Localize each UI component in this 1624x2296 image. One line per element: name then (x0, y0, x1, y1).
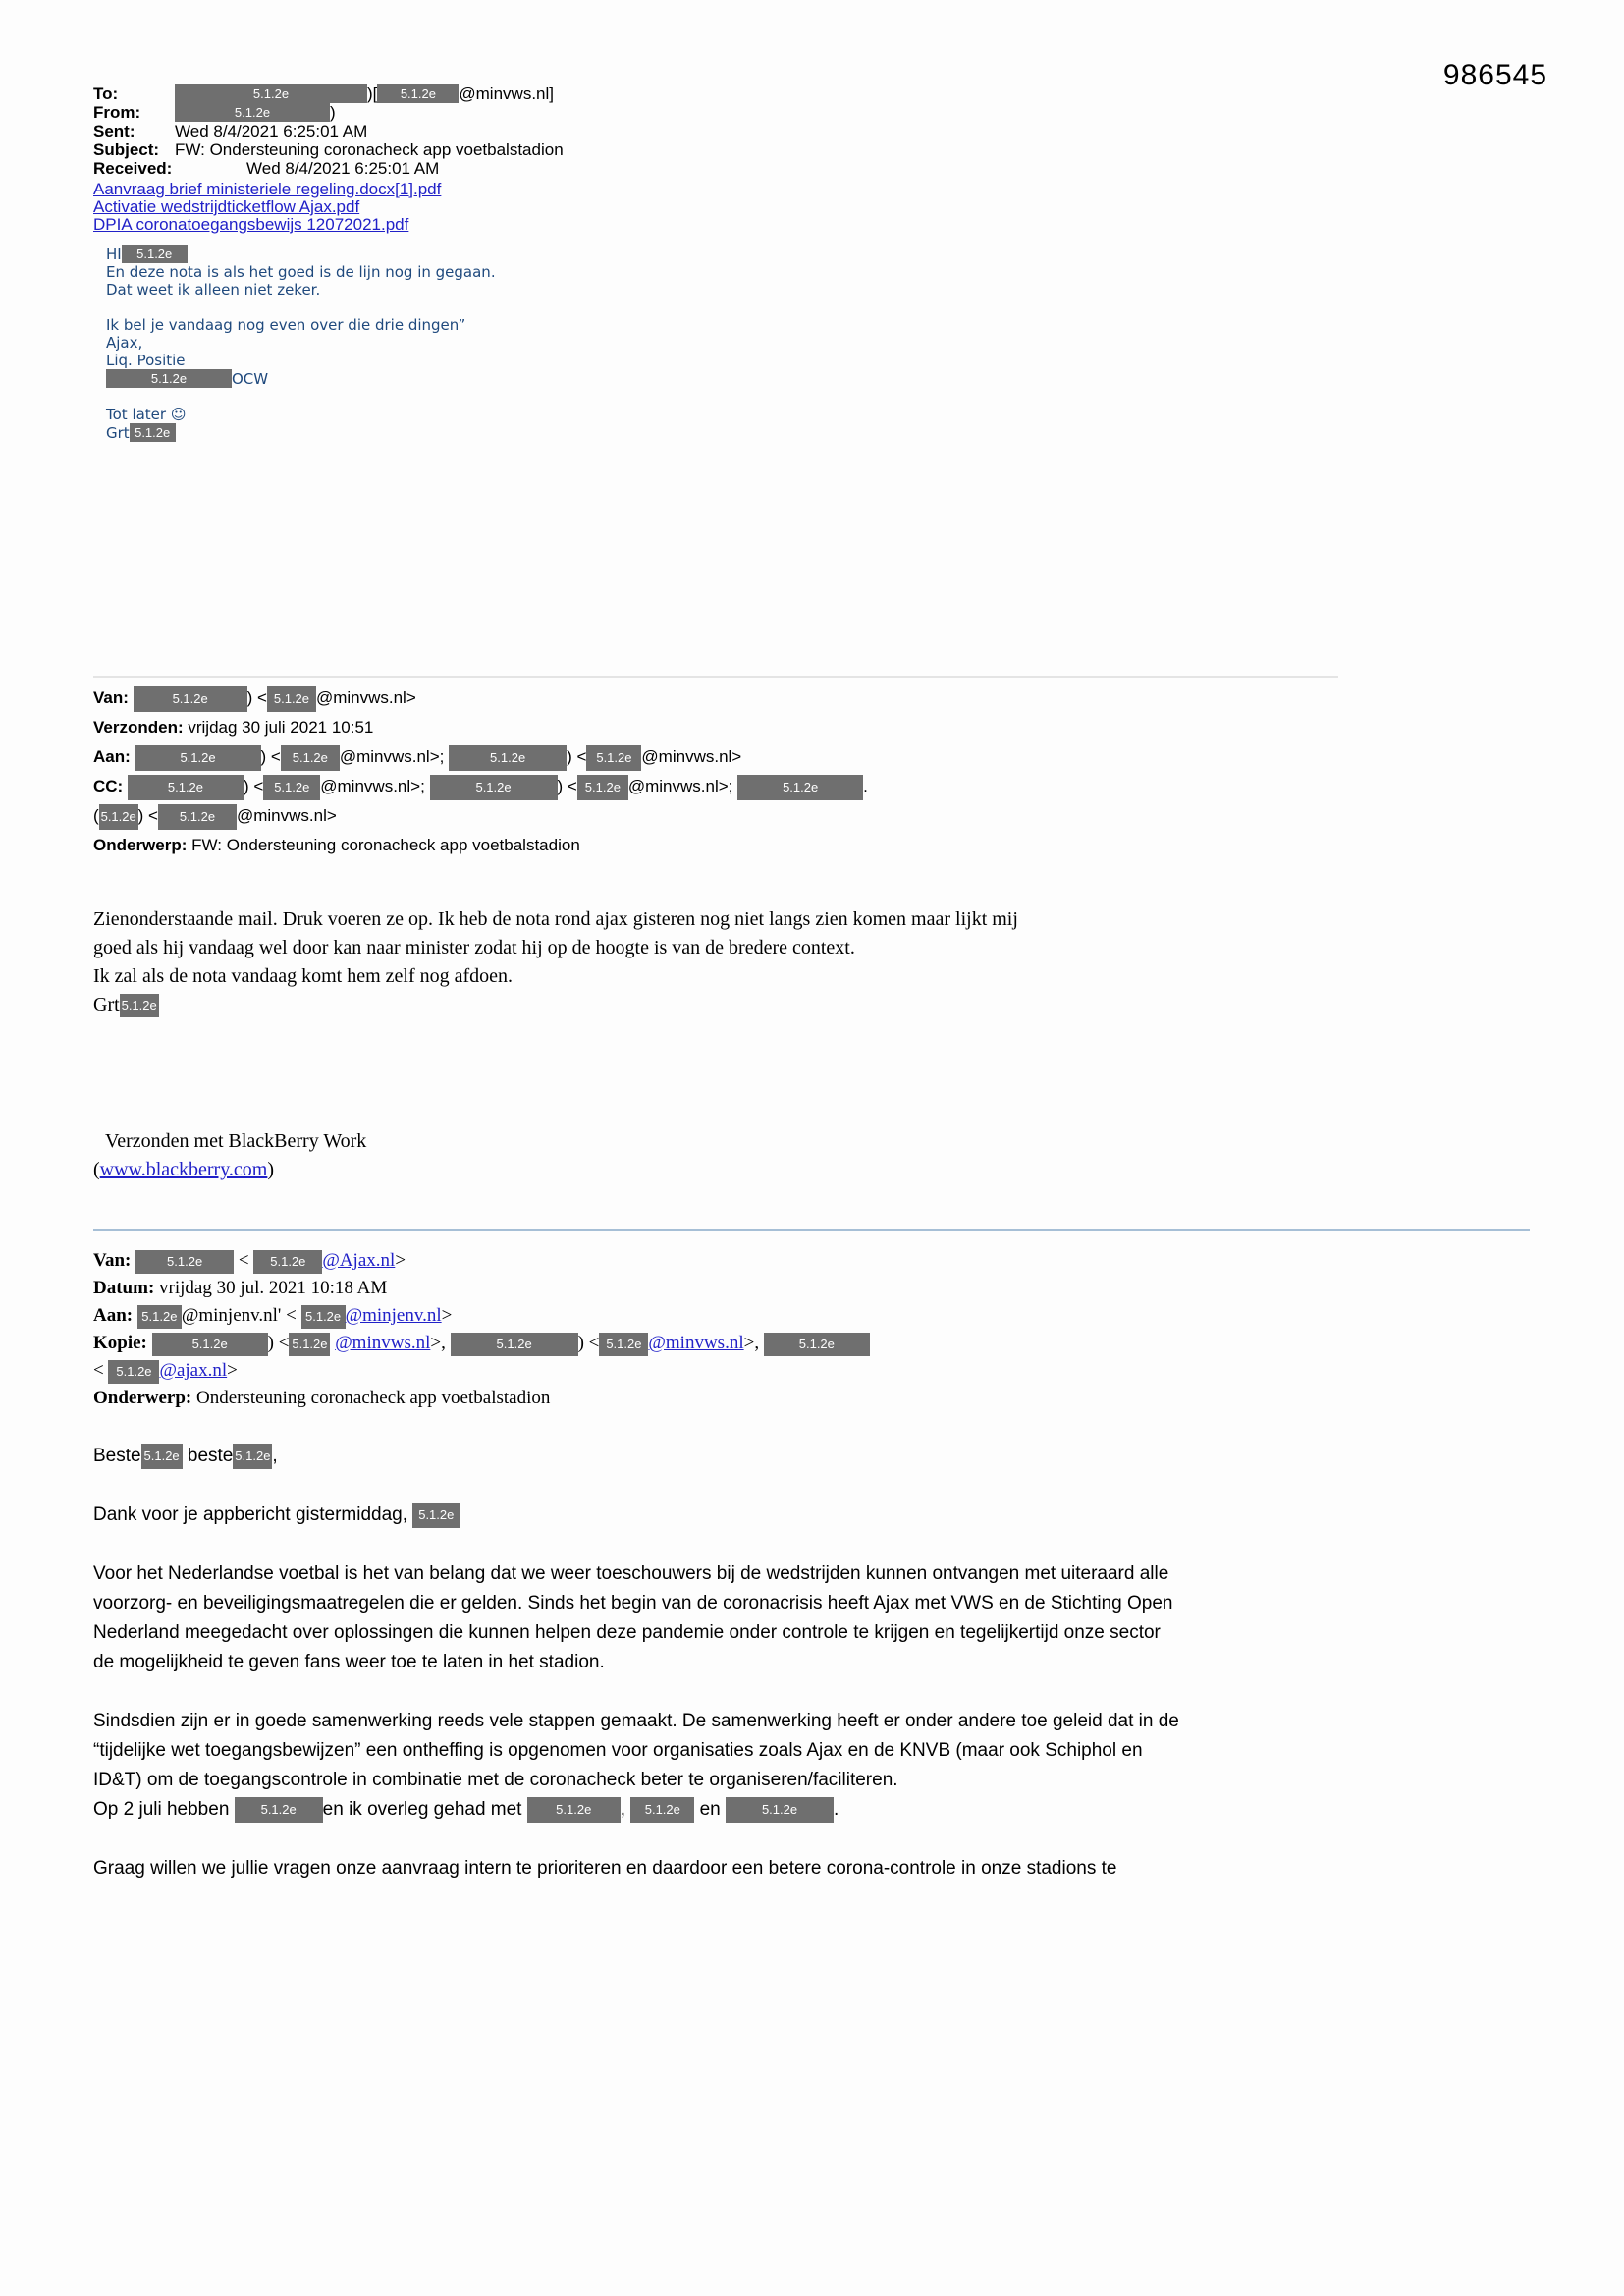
signoff-text: Grt (106, 424, 130, 442)
ocw-text: OCW (232, 370, 269, 388)
email2-body-line: Zienonderstaande mail. Druk voeren ze op. Ik heb de nota rond ajax gisteren nog niet langs zien komen maar lijkt mij (93, 908, 1018, 930)
section-divider (93, 676, 1338, 678)
email2-aan-row (93, 742, 1546, 772)
kopie-label: Kopie: (93, 1333, 147, 1353)
redaction-box: 5.1.2e (135, 745, 261, 771)
op2juli-comma: , (620, 1799, 626, 1820)
verzonden-label: Verzonden: (93, 718, 184, 737)
cc-label: CC: (93, 777, 124, 795)
redaction-box: 5.1.2e (289, 1333, 330, 1356)
op2juli-text: Op 2 juli hebben (93, 1799, 230, 1820)
blackberry-line: Verzonden met BlackBerry Work (105, 1130, 367, 1152)
kopie-address-link[interactable]: @minvws.nl (335, 1333, 431, 1353)
email1-signoff-line (106, 423, 1546, 442)
email2-onderwerp-row (93, 831, 1546, 860)
email2-cc-row (93, 772, 1546, 801)
onderwerp-value: FW: Ondersteuning coronacheck app voetbalstadion (187, 836, 580, 854)
email1-header-block (93, 84, 1546, 178)
cc2-separator: ) < (137, 806, 158, 825)
email-thread (93, 84, 1546, 1884)
email1-body-line: Ik bel je vandaag nog even over die drie dingen” (106, 316, 466, 334)
redaction-box: 5.1.2e (301, 1305, 346, 1329)
to-label: To: (93, 84, 119, 103)
kopie-separator: ) < (267, 1333, 290, 1353)
thanks-text: Dank voor je appbericht gistermiddag, (93, 1504, 408, 1525)
aan-label: Aan: (93, 747, 131, 766)
redaction-box: 5.1.2e (135, 1250, 234, 1274)
cc-domain: @minvws.nl>; (320, 777, 425, 795)
redaction-box: 5.1.2e (412, 1503, 460, 1528)
email3-paragraph-line: ID&T) om de toegangscontrole in combinatie met de coronacheck beter te organiseren/faciliteren. (93, 1770, 898, 1790)
blackberry-link-line (93, 1156, 1546, 1184)
email3-greeting-line (93, 1442, 1546, 1471)
van-separator: ) < (246, 688, 267, 707)
email2-header-block (93, 683, 1546, 860)
cc-period: . (863, 777, 868, 795)
cc-separator: ) < (557, 777, 577, 795)
cc2-domain: @minvws.nl> (236, 806, 337, 825)
received-label: Received: (93, 159, 173, 178)
email2-verzonden-row (93, 713, 1546, 742)
email3-thanks-line (93, 1501, 1546, 1530)
greeting-text: Beste (93, 1446, 141, 1466)
attachment-link[interactable]: Aanvraag brief ministeriele regeling.docx[1].pdf (93, 180, 442, 198)
blank-line (106, 299, 1546, 316)
blank-line (93, 1471, 1546, 1501)
kopie2-lt: < (93, 1360, 104, 1381)
datum-value: vrijdag 30 jul. 2021 10:18 AM (154, 1278, 388, 1298)
redaction-box: 5.1.2e (128, 775, 244, 800)
redaction-box: 5.1.2e (586, 745, 641, 771)
email1-closing-line: Tot later ☺ (106, 406, 187, 423)
attachment-list (93, 181, 1546, 234)
redaction-box: 5.1.2e (451, 1333, 578, 1356)
redaction-box: 5.1.2e (267, 686, 316, 712)
redaction-box: 5.1.2e (377, 84, 459, 103)
email1-sent-row (93, 122, 1546, 140)
subject-value: FW: Ondersteuning coronacheck app voetbalstadion (175, 140, 564, 159)
kopie2-address-link[interactable]: @ajax.nl (159, 1360, 228, 1381)
email3-op2juli-line (93, 1795, 1546, 1825)
redaction-box: 5.1.2e (449, 745, 567, 771)
redaction-box: 5.1.2e (726, 1797, 834, 1823)
attachment-link[interactable]: Activatie wedstrijdticketflow Ajax.pdf (93, 197, 360, 216)
aan-domain: @minvws.nl> (641, 747, 742, 766)
redaction-box: 5.1.2e (233, 1444, 272, 1469)
blank-line (106, 388, 1546, 406)
redaction-box: 5.1.2e (120, 994, 159, 1017)
verzonden-value: vrijdag 30 juli 2021 10:51 (183, 718, 374, 737)
email3-onderwerp-row (93, 1385, 1546, 1412)
section-divider-blue (93, 1229, 1530, 1231)
redaction-box: 5.1.2e (122, 245, 188, 263)
cc-domain: @minvws.nl>; (627, 777, 733, 795)
redaction-box: 5.1.2e (175, 84, 367, 103)
blank-line (93, 1677, 1546, 1707)
redaction-box: 5.1.2e (253, 1250, 322, 1274)
attachment-link[interactable]: DPIA coronatoegangsbewijs 12072021.pdf (93, 215, 409, 234)
redaction-box: 5.1.2e (281, 745, 340, 771)
redaction-box: 5.1.2e (152, 1333, 268, 1356)
email3-header-block (93, 1247, 1546, 1412)
email1-from-row (93, 103, 1546, 122)
redaction-box: 5.1.2e (137, 1305, 182, 1329)
kopie-separator: ) < (577, 1333, 600, 1353)
redaction-box: 5.1.2e (235, 1797, 323, 1823)
email1-to-row (93, 84, 1546, 103)
kopie-after: >, (430, 1333, 446, 1353)
onderwerp-label: Onderwerp: (93, 1388, 192, 1408)
signoff-text: Grt (93, 994, 120, 1015)
email1-body (106, 245, 1546, 442)
redaction-box: 5.1.2e (141, 1444, 183, 1469)
document-id: 986545 (1442, 59, 1547, 91)
redaction-box: 5.1.2e (527, 1797, 621, 1823)
email3-aan-row (93, 1302, 1546, 1330)
cc2-open-paren: ( (93, 806, 99, 825)
email1-greeting-line (106, 245, 1546, 263)
email3-kopie-wrap-row (93, 1357, 1546, 1385)
redaction-box: 5.1.2e (263, 775, 320, 800)
email2-signoff-line (93, 991, 1546, 1019)
paren-close: ) (267, 1159, 275, 1180)
aan-separator: ) < (567, 747, 587, 766)
email1-subject-row (93, 140, 1546, 159)
email3-paragraph-line: Voor het Nederlandse voetbal is het van belang dat we weer toeschouwers bij de wedstrijden kunnen ontvangen met uiteraard alle (93, 1563, 1169, 1584)
email2-body (93, 905, 1546, 1019)
onderwerp-value: Ondersteuning coronacheck app voetbalstadion (191, 1388, 551, 1408)
aan-text: @minjenv.nl' < (181, 1305, 297, 1326)
email3-body (93, 1442, 1546, 1884)
email2-body-line: goed als hij vandaag wel door kan naar minister zodat hij op de hoogte is van de bredere context. (93, 937, 855, 958)
redaction-box: 5.1.2e (577, 775, 628, 800)
from-label: From: (93, 103, 141, 122)
redaction-box: 5.1.2e (106, 369, 232, 388)
greeting-comma: , (272, 1446, 278, 1466)
op2juli-en: en (699, 1799, 721, 1820)
kopie2-gt: > (227, 1360, 238, 1381)
email1-body-line: Liq. Positie (106, 352, 186, 369)
redaction-box: 5.1.2e (737, 775, 863, 800)
redaction-box: 5.1.2e (630, 1797, 694, 1823)
email1-body-line: En deze nota is als het goed is de lijn nog in gegaan. (106, 263, 496, 281)
redaction-box: 5.1.2e (158, 804, 237, 830)
redaction-box: 5.1.2e (134, 686, 247, 712)
greeting-text: beste (187, 1446, 234, 1466)
van-lt: < (238, 1250, 249, 1271)
blank-line (93, 1530, 1546, 1559)
redaction-box: 5.1.2e (175, 103, 330, 122)
email3-van-row (93, 1247, 1546, 1275)
aan-label: Aan: (93, 1305, 134, 1326)
redaction-box: 5.1.2e (99, 804, 138, 830)
received-value: Wed 8/4/2021 6:25:01 AM (246, 159, 440, 178)
to-separator: )[ (367, 84, 378, 103)
email3-paragraph-line: voorzorg- en beveiligingsmaatregelen die er gelden. Sinds het begin van de coronacrisis heeft Ajax met VWS en de Stichting Open (93, 1593, 1173, 1613)
op2juli-text: en ik overleg gehad met (322, 1799, 522, 1820)
email2-van-row (93, 683, 1546, 713)
email1-received-row (93, 159, 1546, 178)
datum-label: Datum: (93, 1278, 155, 1298)
blank-line (93, 1825, 1546, 1854)
sent-label: Sent: (93, 122, 135, 140)
van-label: Van: (93, 1250, 132, 1271)
redaction-box: 5.1.2e (130, 423, 176, 442)
aan-address-link[interactable]: @minjenv.nl (345, 1305, 442, 1326)
van-domain: @minvws.nl> (315, 688, 416, 707)
email3-paragraph-line: “tijdelijke wet toegangsbewijzen” een ontheffing is opgenomen voor organisaties zoals Ajax en de KNVB (maar ook Schiphol en (93, 1740, 1143, 1761)
to-domain: @minvws.nl] (459, 84, 554, 103)
redaction-box: 5.1.2e (764, 1333, 870, 1356)
blackberry-signature (93, 1127, 1546, 1184)
email3-paragraph-line: Nederland meegedacht over oplossingen die kunnen helpen deze pandemie onder controle te krijgen en tegelijkertijd onze sector (93, 1622, 1161, 1643)
email3-paragraph-line: de mogelijkheid te geven fans weer toe te laten in het stadion. (93, 1652, 605, 1672)
greeting-text: HI (106, 246, 122, 263)
email3-paragraph-line: Sindsdien zijn er in goede samenwerking reeds vele stappen gemaakt. De samenwerking heeft er onder andere toe geleid dat in de (93, 1711, 1179, 1731)
email1-body-line: Ajax, (106, 334, 143, 352)
email3-closing-line: Graag willen we jullie vragen onze aanvraag intern te prioriteren en daardoor een betere corona-controle in onze stadions te (93, 1858, 1117, 1879)
van-label: Van: (93, 688, 129, 707)
email2-cc-wrap-row (93, 801, 1546, 831)
paren-open: ( (93, 1159, 100, 1180)
sent-value: Wed 8/4/2021 6:25:01 AM (175, 122, 368, 140)
van-gt: > (395, 1250, 406, 1271)
op2juli-period: . (834, 1799, 839, 1820)
email3-datum-row (93, 1275, 1546, 1302)
email1-ocw-line (106, 369, 1546, 388)
redaction-box: 5.1.2e (430, 775, 558, 800)
kopie-address-link[interactable]: @minvws.nl (648, 1333, 744, 1353)
cc-separator: ) < (243, 777, 264, 795)
subject-label: Subject: (93, 140, 160, 159)
email2-body-line: Ik zal als de nota vandaag komt hem zelf nog afdoen. (93, 965, 514, 987)
aan-domain: @minvws.nl>; (339, 747, 445, 766)
aan-separator: ) < (260, 747, 281, 766)
van-address-link[interactable]: @Ajax.nl (322, 1250, 396, 1271)
email3-kopie-row (93, 1330, 1546, 1357)
redaction-box: 5.1.2e (599, 1333, 648, 1356)
kopie-after: >, (743, 1333, 760, 1353)
aan-gt: > (441, 1305, 453, 1326)
redaction-box: 5.1.2e (108, 1360, 159, 1384)
email1-body-line: Dat weet ik alleen niet zeker. (106, 281, 321, 299)
blackberry-link[interactable]: www.blackberry.com (99, 1159, 268, 1180)
onderwerp-label: Onderwerp: (93, 836, 188, 854)
from-separator: ) (330, 103, 336, 122)
